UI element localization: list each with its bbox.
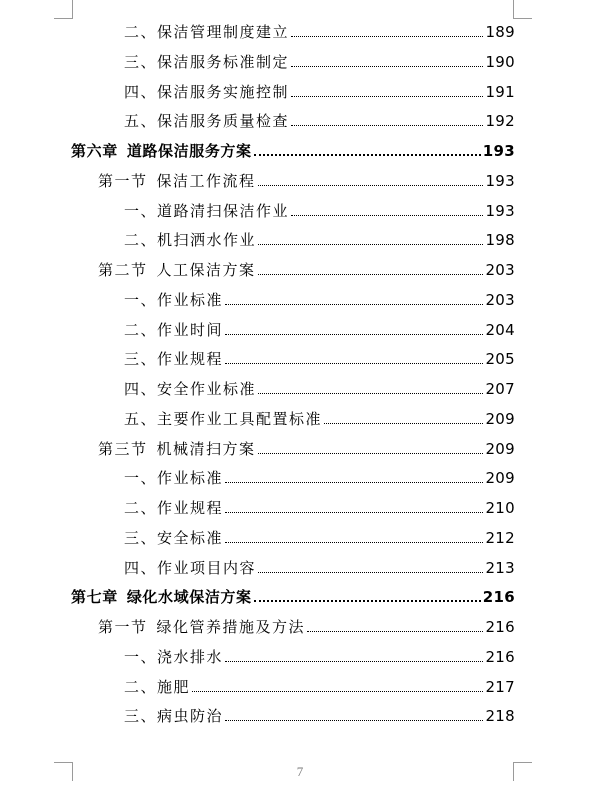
toc-entry-prefix: 第三节 — [98, 439, 148, 458]
toc-entry-text: 四、保洁服务实施控制 — [124, 82, 290, 101]
toc-entry-title — [124, 678, 190, 696]
toc-entry-prefix: 第二节 — [98, 261, 148, 279]
toc-entry-title — [124, 559, 256, 577]
toc-dot-leader — [225, 481, 483, 483]
toc-page-number: 203 — [485, 261, 515, 279]
toc-dot-leader — [291, 65, 483, 67]
toc-entry-title — [124, 648, 223, 666]
toc-entry-text: 四、安全作业标准 — [124, 380, 257, 398]
toc-entry-title — [124, 380, 256, 398]
toc-item-row[interactable] — [124, 463, 515, 487]
toc-entry-text: 绿化管养措施及方法 — [156, 618, 306, 636]
toc-entry-text: 一、浇水排水 — [124, 647, 224, 666]
toc-entry-prefix: 第一节 — [98, 618, 148, 636]
toc-entry-text: 四、作业项目内容 — [124, 558, 257, 577]
toc-item-row[interactable] — [124, 106, 515, 130]
toc-entry-prefix: 第一节 — [98, 171, 148, 190]
toc-item-row[interactable] — [124, 553, 515, 577]
page-number: 7 — [296, 764, 304, 779]
toc-section-row[interactable] — [98, 255, 515, 279]
toc-page-number: 217 — [485, 677, 515, 696]
toc-page-number: 205 — [485, 350, 515, 369]
toc-page-number: 209 — [485, 469, 515, 488]
toc-entry-text: 二、机扫洒水作业 — [124, 231, 257, 250]
toc-entry-title — [124, 469, 223, 487]
toc-dot-leader — [258, 392, 483, 394]
toc-page-number: 213 — [485, 558, 515, 577]
toc-entry-text: 三、保洁服务标准制定 — [124, 52, 290, 71]
toc-entry-prefix: 第六章 — [71, 142, 118, 160]
toc-page-number: 193 — [482, 142, 515, 160]
toc-item-row[interactable] — [124, 642, 515, 666]
toc-item-row[interactable] — [124, 374, 515, 398]
toc-entry-title — [124, 499, 223, 517]
toc-entry-title — [98, 618, 305, 636]
toc-entry-title — [98, 261, 256, 279]
toc-page-number: 198 — [485, 231, 515, 250]
toc-page-number: 193 — [485, 171, 515, 190]
toc-dot-leader — [258, 184, 484, 186]
toc-entry-text: 一、道路清扫保洁作业 — [124, 201, 290, 220]
toc-page-number: 212 — [485, 528, 515, 547]
toc-item-row[interactable] — [124, 77, 515, 101]
toc-entry-text: 保洁工作流程 — [156, 171, 256, 190]
crop-mark-top-left — [54, 0, 73, 19]
toc-dot-leader — [225, 303, 483, 305]
toc-page-number: 216 — [485, 618, 515, 636]
toc-dot-leader — [291, 214, 483, 216]
toc-entry-text: 三、安全标准 — [124, 528, 224, 547]
toc-entry-title — [71, 588, 252, 606]
toc-dot-leader — [324, 422, 483, 424]
toc-dot-leader — [307, 630, 483, 632]
toc-page-number: 216 — [482, 588, 515, 607]
toc-item-row[interactable] — [124, 47, 515, 71]
toc-entry-text: 人工保洁方案 — [156, 261, 256, 279]
toc-dot-leader — [258, 571, 483, 573]
toc-entry-text: 二、施肥 — [124, 677, 191, 696]
toc-item-row[interactable] — [124, 225, 515, 249]
toc-item-row[interactable] — [124, 493, 515, 517]
toc-entry-title — [98, 440, 256, 458]
toc-section-row[interactable] — [98, 166, 515, 190]
toc-dot-leader — [225, 541, 483, 543]
toc-page-number: 204 — [485, 320, 515, 339]
toc-entry-title — [124, 707, 223, 725]
toc-dot-leader — [254, 599, 481, 602]
toc-page-number: 207 — [485, 380, 515, 398]
toc-section-row[interactable] — [98, 612, 515, 636]
toc-dot-leader — [254, 153, 481, 156]
toc-page-number: 218 — [485, 707, 515, 726]
toc-item-row[interactable] — [124, 672, 515, 696]
toc-entry-text: 绿化水域保洁方案 — [126, 588, 252, 607]
toc-entry-text: 五、保洁服务质量检查 — [124, 112, 290, 131]
toc-chapter-row[interactable] — [71, 582, 515, 606]
toc-page-number: 216 — [485, 647, 515, 666]
toc-dot-leader — [225, 333, 483, 335]
toc-item-row[interactable] — [124, 404, 515, 428]
toc-item-row[interactable] — [124, 285, 515, 309]
toc-item-row[interactable] — [124, 196, 515, 220]
toc-entry-text: 道路保洁服务方案 — [126, 142, 252, 160]
toc-entry-title — [124, 231, 256, 249]
toc-section-row[interactable] — [98, 434, 515, 458]
toc-item-row[interactable] — [124, 523, 515, 547]
toc-dot-leader — [258, 273, 484, 275]
crop-mark-top-right — [513, 0, 532, 19]
toc-entry-title — [124, 83, 289, 101]
toc-entry-text: 一、作业标准 — [124, 290, 224, 309]
toc-entry-title — [124, 410, 322, 428]
toc-dot-leader — [225, 362, 483, 364]
toc-entry-text: 二、作业规程 — [124, 499, 224, 517]
toc-entry-title — [71, 142, 252, 160]
toc-dot-leader — [225, 719, 483, 721]
toc-entry-title — [124, 23, 289, 41]
toc-entry-text: 一、作业标准 — [124, 469, 224, 488]
toc-page-number: 192 — [485, 112, 515, 131]
toc-page-number: 189 — [485, 23, 515, 41]
toc-entry-title — [124, 529, 223, 547]
toc-entry-title — [124, 321, 223, 339]
toc-entry-text: 机械清扫方案 — [156, 439, 256, 458]
toc-entry-title — [124, 350, 223, 368]
toc-entry-text: 二、作业时间 — [124, 320, 224, 339]
toc-page-number: 203 — [485, 290, 515, 309]
toc-entry-prefix: 第七章 — [71, 588, 118, 607]
toc-page-number: 209 — [485, 439, 515, 458]
toc-entry-text: 二、保洁管理制度建立 — [124, 23, 290, 41]
toc-dot-leader — [225, 511, 483, 513]
toc-entry-text: 五、主要作业工具配置标准 — [124, 409, 323, 428]
toc-page-number: 209 — [485, 409, 515, 428]
toc-entry-text: 三、作业规程 — [124, 350, 224, 369]
toc-dot-leader — [291, 124, 483, 126]
toc-item-row[interactable] — [124, 315, 515, 339]
toc-entry-title — [124, 53, 289, 71]
toc-chapter-row[interactable] — [71, 136, 515, 160]
toc-page-number: 191 — [485, 82, 515, 101]
toc-item-row[interactable] — [124, 17, 515, 41]
toc-page-number: 193 — [485, 201, 515, 220]
toc-entry-title — [124, 112, 289, 130]
toc-dot-leader — [258, 243, 483, 245]
toc-dot-leader — [225, 660, 483, 662]
toc-entry-title — [124, 291, 223, 309]
toc-item-row[interactable] — [124, 701, 515, 725]
toc-page-number: 190 — [485, 52, 515, 71]
toc-entry-text: 三、病虫防治 — [124, 707, 224, 726]
toc-entry-title — [124, 202, 289, 220]
toc-entry-title — [98, 172, 256, 190]
toc-page-number: 210 — [485, 499, 515, 517]
toc-dot-leader — [291, 95, 483, 97]
toc-item-row[interactable] — [124, 344, 515, 368]
toc-dot-leader — [192, 690, 483, 692]
toc-dot-leader — [258, 452, 484, 454]
toc-dot-leader — [291, 35, 483, 37]
